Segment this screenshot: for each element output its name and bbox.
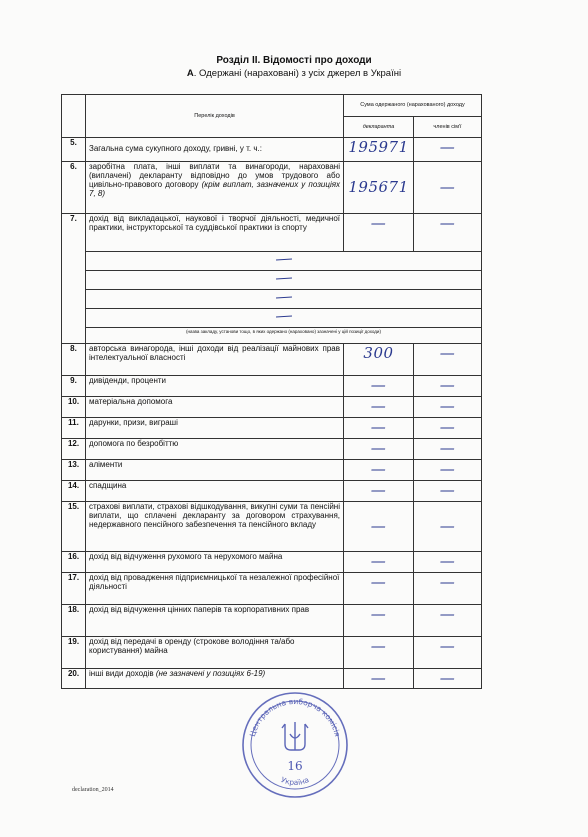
row-description: дохід від провадження підприємницької та незалежної професійної діяльності — [86, 573, 344, 605]
family-value — [414, 439, 482, 460]
row-number: 6. — [62, 162, 86, 214]
row-number: 5. — [62, 138, 86, 162]
row-number: 14. — [62, 481, 86, 502]
declarant-handwritten: — — [370, 517, 387, 536]
declarant-handwritten: — — [370, 376, 387, 394]
row-description: дохід від відчуження рухомого та нерухомого майна — [86, 552, 344, 573]
table-row — [62, 552, 482, 573]
institution-caption: (назва закладу, установи тощо, в яких одержано (нараховано) зазначені у цій позиції доходи) — [86, 328, 482, 344]
institution-line — [62, 309, 482, 328]
institution-line — [62, 271, 482, 290]
family-handwritten: — — [439, 214, 456, 232]
declarant-handwritten: — — [370, 214, 387, 232]
family-handwritten: — — [439, 637, 456, 655]
institution-line-cell — [86, 252, 482, 271]
declarant-value — [344, 138, 414, 162]
declarant-value — [344, 573, 414, 605]
row-description: дивіденди, проценти — [86, 376, 344, 397]
family-handwritten: — — [439, 397, 456, 415]
declarant-value — [344, 418, 414, 439]
declarant-handwritten: — — [370, 605, 387, 623]
table-row — [62, 344, 482, 376]
row-description: авторська винагорода, інші доходи від реалізації майнових прав інтелектуальної власності — [86, 344, 344, 376]
row-number: 13. — [62, 460, 86, 481]
table-row — [62, 418, 482, 439]
row-description-main: інші види доходів — [89, 669, 154, 678]
subtitle-letter: А — [186, 68, 194, 79]
family-handwritten: — — [439, 573, 456, 591]
declarant-value — [344, 214, 414, 252]
table-row — [62, 481, 482, 502]
declarant-handwritten: — — [370, 552, 387, 570]
row-description: дарунки, призи, виграші — [86, 418, 344, 439]
family-value — [414, 344, 482, 376]
declarant-value — [344, 502, 414, 552]
family-value — [414, 552, 482, 573]
handwritten-dash — [275, 258, 291, 260]
row-description-main: заробітна плата, інші виплати та винагороди, нараховані (виплачені) декларанту відповідно до умов трудового або цивільно-правового договору — [89, 162, 340, 189]
institution-line-cell — [86, 290, 482, 309]
family-value — [414, 605, 482, 637]
row-description: страхові виплати, страхові відшкодування, викупні суми та пенсійні виплати, що сплачені декларанту за договором страхування, недержавного пенсійного забезпечення та пенсійного вкладу — [86, 502, 344, 552]
declarant-value — [344, 605, 414, 637]
row-number: 9. — [62, 376, 86, 397]
table-row — [62, 214, 482, 252]
family-value — [414, 376, 482, 397]
stamp-number: 16 — [287, 759, 303, 773]
institution-caption-row — [62, 328, 482, 344]
family-handwritten: — — [439, 605, 456, 623]
family-handwritten: — — [439, 344, 456, 362]
stamp-text-bottom: Україна — [279, 775, 311, 788]
family-handwritten: — — [439, 418, 456, 436]
table-row — [62, 573, 482, 605]
table-row — [62, 397, 482, 418]
declarant-value — [344, 637, 414, 669]
table-row — [62, 605, 482, 637]
handwritten-dash — [275, 296, 291, 298]
header-empty-cell — [62, 95, 86, 138]
row-description: дохід від відчуження цінних паперів та корпоративних прав — [86, 605, 344, 637]
institution-line-cell — [86, 309, 482, 328]
declarant-value — [344, 344, 414, 376]
family-value — [414, 460, 482, 481]
row-description: дохід від викладацької, наукової і творчої діяльності, медичної практики, інструкторської та суддівської практики із спорту — [86, 214, 344, 252]
family-value — [414, 502, 482, 552]
declarant-handwritten: — — [370, 460, 387, 478]
declarant-handwritten: — — [370, 669, 387, 687]
row-number: 20. — [62, 669, 86, 689]
declarant-value — [344, 669, 414, 689]
row-number: 16. — [62, 552, 86, 573]
header-family-label: членів сім'ї — [414, 117, 482, 138]
row-description: матеріальна допомога — [86, 397, 344, 418]
subtitle-text: . Одержані (нараховані) з усіх джерел в Україні — [193, 68, 402, 79]
row-description: Загальна сума сукупного доходу, гривні, у т. ч.: — [86, 138, 344, 162]
row-number: 7. — [62, 214, 86, 344]
declarant-handwritten: 195971 — [348, 138, 409, 156]
declarant-handwritten: — — [370, 418, 387, 436]
family-handwritten: — — [439, 481, 456, 499]
declarant-handwritten: — — [370, 481, 387, 499]
declarant-handwritten: 300 — [363, 344, 394, 362]
declarant-value — [344, 460, 414, 481]
section-subtitle — [0, 68, 588, 79]
row-description-note: (крім виплат, зазначених у позиціях 7, 8) — [89, 179, 340, 198]
institution-line-cell — [86, 271, 482, 290]
row-number: 8. — [62, 344, 86, 376]
family-value — [414, 418, 482, 439]
family-handwritten: — — [439, 460, 456, 478]
table-row — [62, 637, 482, 669]
family-handwritten: — — [439, 138, 456, 156]
row-number: 15. — [62, 502, 86, 552]
row-description: дохід від передачі в оренду (строкове володіння та/або користування) майна — [86, 637, 344, 669]
declarant-handwritten: — — [370, 439, 387, 457]
row-number: 11. — [62, 418, 86, 439]
declarant-handwritten: 195671 — [348, 178, 409, 197]
handwritten-dash — [275, 315, 291, 317]
declarant-value — [344, 397, 414, 418]
family-handwritten: — — [439, 376, 456, 394]
declarant-value — [344, 552, 414, 573]
row-number: 17. — [62, 573, 86, 605]
family-value — [414, 397, 482, 418]
official-stamp — [240, 690, 350, 800]
stamp-text-top: Центральна виборча комісія — [247, 696, 343, 738]
header-amount-label: Сума одержаного (нарахованого) доходу — [344, 95, 482, 117]
header-list-label: Перелік доходів — [86, 95, 344, 138]
family-handwritten: — — [439, 517, 456, 536]
row-number: 12. — [62, 439, 86, 460]
handwritten-dash — [275, 277, 291, 279]
table-row — [62, 439, 482, 460]
row-description: допомога по безробіттю — [86, 439, 344, 460]
declarant-handwritten: — — [370, 637, 387, 655]
table-row — [62, 460, 482, 481]
table-row — [62, 502, 482, 552]
family-value — [414, 637, 482, 669]
table-row — [62, 376, 482, 397]
declarant-value — [344, 439, 414, 460]
row-description — [86, 669, 344, 689]
row-number: 18. — [62, 605, 86, 637]
income-table — [61, 94, 482, 689]
footer-label: declaration_2014 — [72, 787, 114, 793]
institution-line — [62, 290, 482, 309]
family-handwritten: — — [439, 439, 456, 457]
trident-emblem-icon — [282, 722, 308, 750]
row-description-note: (не зазначені у позиціях 6-19) — [155, 669, 266, 678]
family-handwritten: — — [439, 552, 456, 570]
family-value — [414, 138, 482, 162]
row-number: 10. — [62, 397, 86, 418]
table-row — [62, 138, 482, 162]
family-value — [414, 481, 482, 502]
family-value — [414, 669, 482, 689]
section-title: Розділ ІІ. Відомості про доходи — [216, 55, 372, 66]
institution-line — [62, 252, 482, 271]
family-handwritten: — — [439, 178, 456, 197]
row-description: аліменти — [86, 460, 344, 481]
family-handwritten: — — [439, 669, 456, 687]
family-value — [414, 162, 482, 214]
table-row — [62, 669, 482, 689]
family-value — [414, 214, 482, 252]
header-declarant-label: декларанта — [344, 117, 414, 138]
declarant-handwritten: — — [370, 573, 387, 591]
table-row — [62, 162, 482, 214]
row-number: 19. — [62, 637, 86, 669]
family-value — [414, 573, 482, 605]
declarant-handwritten: — — [370, 397, 387, 415]
declarant-value — [344, 376, 414, 397]
row-description: спадщина — [86, 481, 344, 502]
declarant-value — [344, 481, 414, 502]
declarant-value — [344, 162, 414, 214]
row-description — [86, 162, 344, 214]
